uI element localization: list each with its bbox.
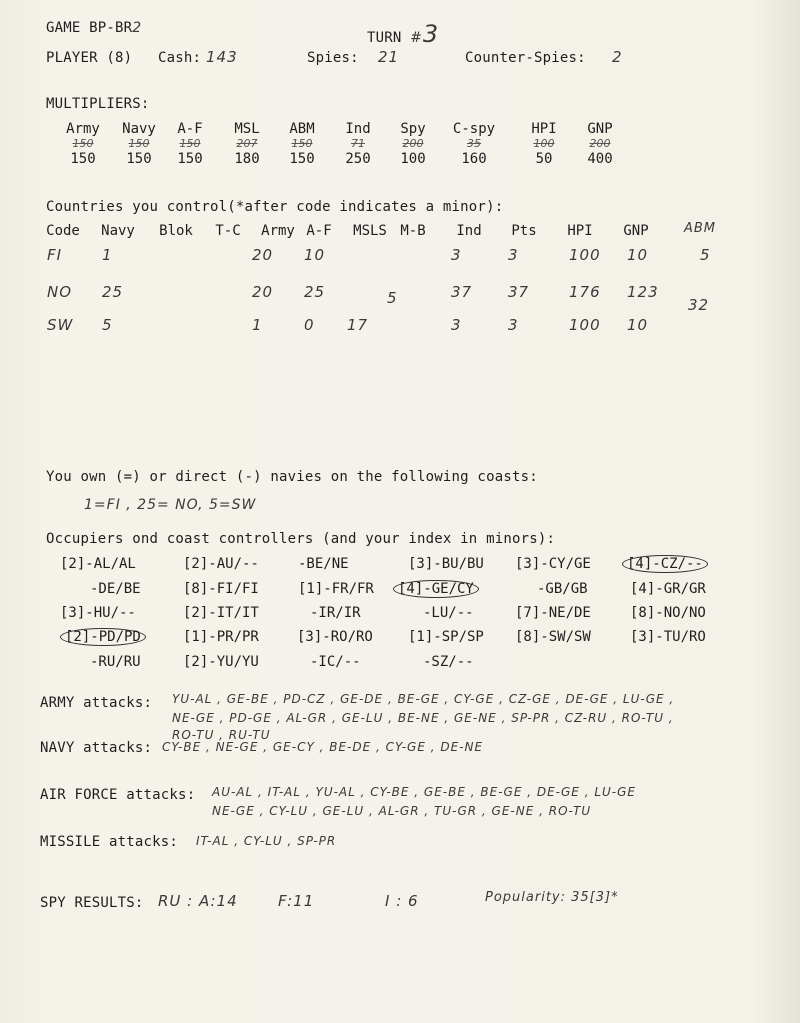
occupier-text: [2]-IT/IT [183,605,259,621]
occupier-entry [310,654,361,670]
cell-af: 0 [304,316,315,334]
occupier-text: [8]-SW/SW [515,629,591,645]
missile-attacks-line: IT-AL , CY-LU , SP-PR [196,834,337,848]
multiplier-header: Ind [345,121,371,137]
column-header: A-F [306,223,332,239]
column-header: Pts [511,223,537,239]
turn-label: TURN #3 [367,20,440,48]
occupier-entry [423,654,474,670]
occupier-entry [310,605,361,621]
column-header: GNP [623,223,649,239]
occupier-text: [3]-CY/GE [515,556,591,572]
multiplier-value: 150 [177,151,203,167]
spy-ru: RU : A:14 [158,892,238,910]
multiplier-header: Spy [400,121,426,137]
occupier-text: [1]-PR/PR [183,629,259,645]
multiplier-value: 160 [461,151,487,167]
occupier-text: -LU/-- [423,605,474,621]
occupier-entry [298,581,374,597]
occupier-text: -IR/IR [310,605,361,621]
occupier-entry [183,556,259,572]
army-attacks-line3: RO-TU , RU-TU [172,728,271,742]
multiplier-header: MSL [234,121,260,137]
multiplier-handwritten: 150 [72,137,94,150]
occupier-entry [393,581,479,597]
occupier-text: [7]-NE/DE [515,605,591,621]
occupier-entry [60,605,136,621]
multiplier-handwritten: 200 [589,137,611,150]
occupier-text: [2]-YU/YU [183,654,259,670]
multiplier-value: 400 [587,151,613,167]
occupier-text: [4]-GE/CY [393,580,479,598]
occupier-entry [183,605,259,621]
occupier-entry [630,581,706,597]
army-attacks-line1: YU-AL , GE-BE , PD-CZ , GE-DE , BE-GE , CY-GE , CZ-GE , DE-GE , LU-GE , [172,692,675,706]
occupier-text: [3]-BU/BU [408,556,484,572]
army-attacks-label: ARMY attacks: [40,695,153,711]
occupier-entry [630,629,706,645]
column-header: Blok [159,223,193,239]
occupier-entry [423,605,474,621]
column-header: Army [261,223,295,239]
cell-code: FI [47,246,63,264]
spy-i: I : 6 [385,892,419,910]
counter-spies-label: Counter-Spies: [465,50,586,66]
occupier-entry [408,629,484,645]
cell-mb: 5 [387,289,398,307]
navies-handwritten: 1=FI , 25= NO, 5=SW [84,497,257,513]
occupier-entry [630,605,706,621]
multipliers-title: MULTIPLIERS: [46,96,150,112]
air-attacks-line1: AU-AL , IT-AL , YU-AL , CY-BE , GE-BE , BE-GE , DE-GE , LU-GE [212,785,637,799]
occupier-entry [90,654,141,670]
occupier-text: [2]-AL/AL [60,556,136,572]
occupier-text: -RU/RU [90,654,141,670]
army-attacks-line2: NE-GE , PD-GE , AL-GR , GE-LU , BE-NE , GE-NE , SP-PR , CZ-RU , RO-TU , [172,711,674,725]
occupier-entry [298,556,349,572]
occupier-entry [515,629,591,645]
occupier-entry [537,581,588,597]
multiplier-header: ABM [289,121,315,137]
column-header: T-C [215,223,241,239]
cash-label: Cash: [158,50,202,66]
occupier-text: [3]-HU/-- [60,605,136,621]
column-header: Navy [101,223,135,239]
occupier-text: [3]-TU/RO [630,629,706,645]
spy-popularity: Popularity: 35[3]* [485,890,619,905]
multiplier-handwritten: 150 [179,137,201,150]
occupier-text: [1]-FR/FR [298,581,374,597]
cell-gnp: 10 [627,246,649,264]
missile-attacks-label: MISSILE attacks: [40,834,179,850]
occupier-text: -BE/NE [298,556,349,572]
occupier-entry [90,581,141,597]
cell-navy: 1 [102,246,113,264]
cell-army: 1 [252,316,263,334]
multiplier-handwritten: 200 [402,137,424,150]
column-header: Code [46,223,80,239]
cell-ind: 37 [451,283,473,301]
spy-results-label: SPY RESULTS: [40,895,144,911]
occupier-text: [4]-CZ/-- [622,555,708,573]
occupier-entry [183,654,259,670]
cell-navy: 25 [102,283,124,301]
column-header: M-B [400,223,426,239]
column-header: Ind [456,223,482,239]
multiplier-header: A-F [177,121,203,137]
multiplier-handwritten: 100 [533,137,555,150]
air-attacks-label: AIR FORCE attacks: [40,787,196,803]
multiplier-value: 180 [234,151,260,167]
cell-gnp: 10 [627,316,649,334]
navy-attacks-label: NAVY attacks: [40,740,153,756]
cell-code: NO [47,283,73,301]
cell-gnp: 123 [627,283,659,301]
column-header: MSLS [353,223,387,239]
column-header: HPI [567,223,593,239]
occupier-text: -DE/BE [90,581,141,597]
occupier-text: [2]-PD/PD [60,628,146,646]
cell-abm: 32 [688,296,710,314]
cell-navy: 5 [102,316,113,334]
occupier-entry [622,556,708,572]
multiplier-handwritten: 207 [236,137,258,150]
cell-msls: 17 [347,316,369,334]
cell-hpi: 100 [569,246,601,264]
cell-pts: 3 [508,316,519,334]
counter-spies-value: 2 [612,48,623,66]
countries-title: Countries you control(*after code indicates a minor): [46,199,504,215]
multiplier-value: 100 [400,151,426,167]
multiplier-header: HPI [531,121,557,137]
cell-hpi: 100 [569,316,601,334]
occupier-entry [297,629,373,645]
occupiers-title: Occupiers ond coast controllers (and your index in minors): [46,531,556,547]
occupier-text: [8]-NO/NO [630,605,706,621]
multiplier-handwritten: 71 [351,137,365,150]
cash-value: 143 [206,48,238,66]
occupier-entry [183,629,259,645]
spies-label: Spies: [307,50,359,66]
occupier-text: -IC/-- [310,654,361,670]
air-attacks-line2: NE-GE , CY-LU , GE-LU , AL-GR , TU-GR , GE-NE , RO-TU [212,804,592,818]
game-label: GAME BP-BR2 [46,20,143,36]
occupier-text: [1]-SP/SP [408,629,484,645]
occupier-text: -GB/GB [537,581,588,597]
navies-title: You own (=) or direct (-) navies on the following coasts: [46,469,538,485]
abm-column-header: ABM [684,221,717,236]
cell-ind: 3 [451,246,462,264]
multiplier-header: Army [66,121,100,137]
occupier-text: [2]-AU/-- [183,556,259,572]
occupier-text: [4]-GR/GR [630,581,706,597]
multiplier-value: 150 [70,151,96,167]
multiplier-value: 150 [289,151,315,167]
multiplier-header: Navy [122,121,156,137]
occupier-entry [408,556,484,572]
occupier-entry [60,556,136,572]
navy-attacks-line: CY-BE , NE-GE , GE-CY , BE-DE , CY-GE , DE-NE [162,740,484,754]
spy-f: F:11 [278,892,315,910]
cell-army: 20 [252,246,274,264]
multiplier-handwritten: 150 [291,137,313,150]
cell-hpi: 176 [569,283,601,301]
cell-ind: 3 [451,316,462,334]
multiplier-header: GNP [587,121,613,137]
cell-pts: 37 [508,283,530,301]
multiplier-value: 50 [535,151,553,167]
cell-abm: 5 [700,246,711,264]
multiplier-value: 150 [126,151,152,167]
cell-army: 20 [252,283,274,301]
multiplier-header: C-spy [452,121,496,137]
cell-af: 10 [304,246,326,264]
cell-code: SW [47,316,74,334]
multiplier-handwritten: 35 [467,137,481,150]
occupier-text: [3]-RO/RO [297,629,373,645]
player-label: PLAYER (8) [46,50,133,66]
occupier-entry [515,605,591,621]
multiplier-value: 250 [345,151,371,167]
occupier-text: -SZ/-- [423,654,474,670]
cell-pts: 3 [508,246,519,264]
cell-af: 25 [304,283,326,301]
occupier-entry [515,556,591,572]
spies-value: 21 [378,48,400,66]
occupier-entry [183,581,259,597]
occupier-text: [8]-FI/FI [183,581,259,597]
occupier-entry [60,629,146,645]
multiplier-handwritten: 150 [128,137,150,150]
